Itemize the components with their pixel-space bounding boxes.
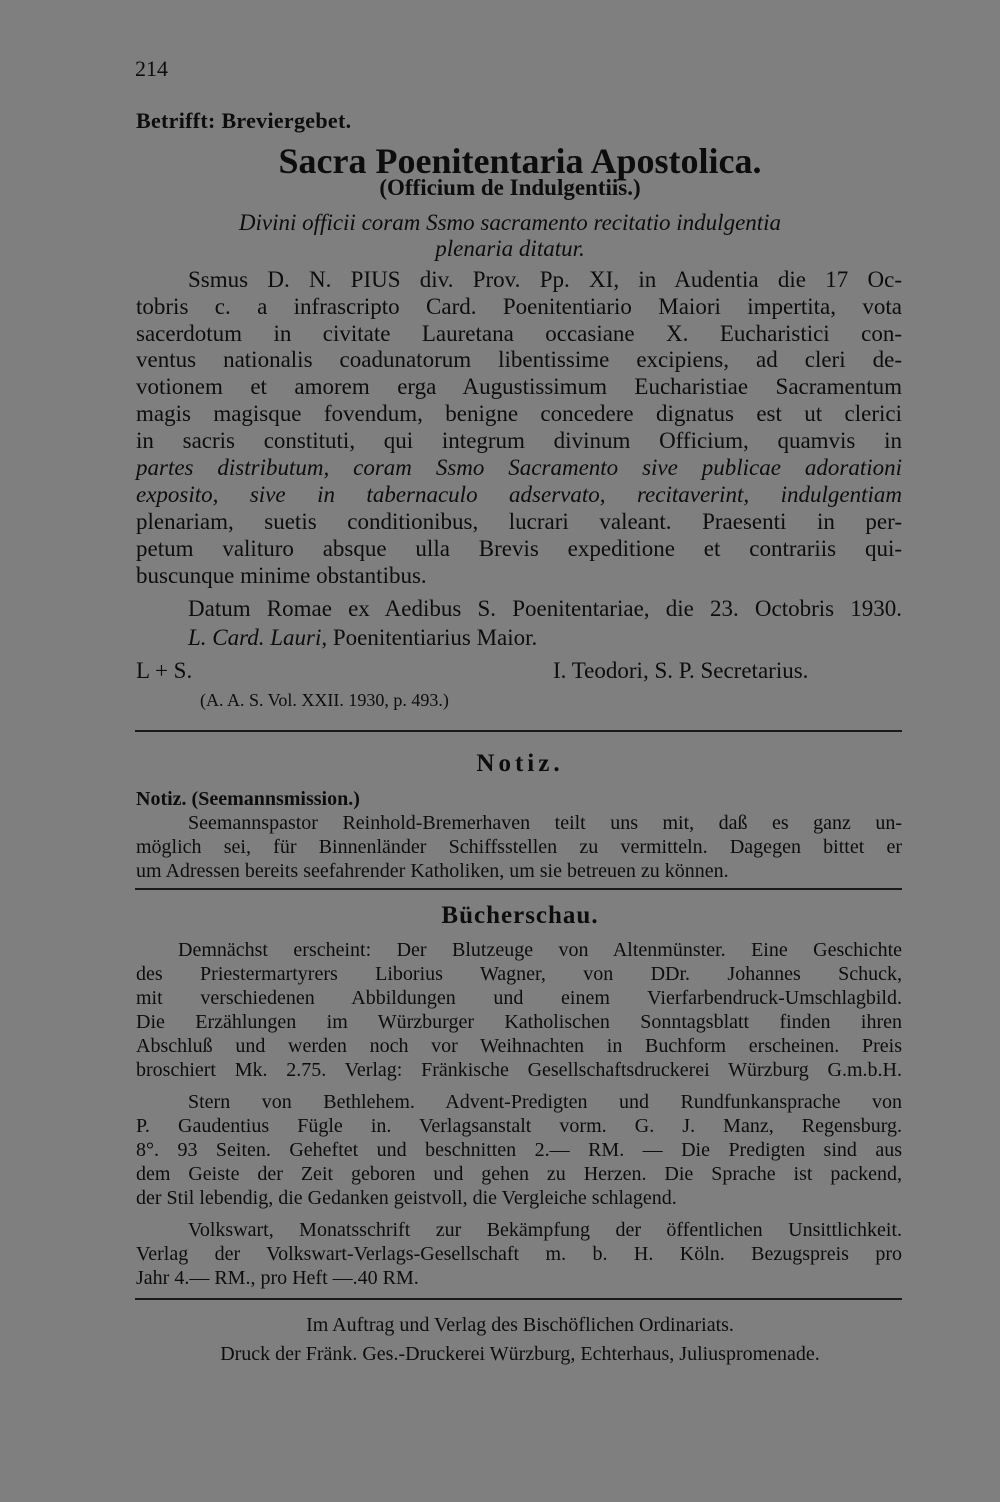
- signature-cardinal-row: [188, 624, 638, 651]
- citation: (A. A. S. Vol. XXII. 1930, p. 493.): [200, 690, 449, 710]
- notice-line: Seemannspastor Reinhold-Bremerhaven teilt uns mit, daß es ganz un-: [188, 812, 902, 834]
- footer-line: Im Auftrag und Verlag des Bischöflichen Ordinariats.: [306, 1314, 734, 1336]
- document-title: Sacra Poenitentaria Apostolica.: [278, 141, 762, 181]
- books-line: P. Gaudentius Fügle in. Verlagsanstalt vorm. G. J. Manz, Regensburg.: [136, 1115, 902, 1137]
- books-line: der Stil lebendig, die Gedanken geistvoll, die Vergleiche schlagend.: [136, 1187, 677, 1209]
- decree-line: sacerdotum in civitate Lauretana occasiane X. Eucharistici con-: [136, 321, 902, 346]
- books-line: Volkswart, Monatsschrift zur Bekämpfung der öffentlichen Unsittlichkeit.: [188, 1219, 902, 1241]
- notice-line: um Adressen bereits seefahrender Katholiken, um sie betreuen zu können.: [136, 860, 729, 882]
- signature-cardinal: L. Card. Lauri,: [188, 625, 328, 650]
- notice-line: Notiz. (Seemannsmission.): [136, 788, 360, 810]
- date-line: Datum Romae ex Aedibus S. Poenitentariae, die 23. Octobris 1930.: [188, 596, 902, 621]
- decree-line: partes distributum, coram Ssmo Sacramento sive publicae adorationi: [136, 455, 902, 480]
- books-line: Jahr 4.— RM., pro Heft —.40 RM.: [136, 1267, 419, 1289]
- books-line: Die Erzählungen im Würzburger Katholischen Sonntagsblatt finden ihren: [136, 1011, 902, 1033]
- decree-line: plenariam, suetis conditionibus, lucrari valeant. Praesenti in per-: [136, 509, 902, 534]
- section-divider: [135, 1298, 902, 1300]
- books-line: dem Geiste der Zeit geboren und gehen zu Herzen. Die Sprache ist packend,: [136, 1163, 902, 1185]
- footer-line: Druck der Fränk. Ges.-Druckerei Würzburg, Echterhaus, Juliuspromenade.: [220, 1343, 820, 1365]
- decree-line: Ssmus D. N. PIUS div. Prov. Pp. XI, in Audentia die 17 Oc-: [188, 267, 902, 292]
- books-line: Stern von Bethlehem. Advent-Predigten und Rundfunkansprache von: [188, 1091, 902, 1113]
- decree-line: buscunque minime obstantibus.: [136, 563, 427, 588]
- decree-line: magis magisque fovendum, benigne concedere dignatus est ut clerici: [136, 401, 902, 426]
- notice-heading: Notiz.: [476, 750, 564, 777]
- decree-line: in sacris constituti, qui integrum divinum Officium, quamvis in: [136, 428, 902, 453]
- books-line: mit verschiedenen Abbildungen und einem Vierfarbendruck-Umschlagbild.: [136, 987, 902, 1009]
- decree-line: votionem et amorem erga Augustissimum Eucharistiae Sacramentum: [136, 374, 902, 399]
- decree-line: petum valituro absque ulla Brevis expeditione et contrariis qui-: [136, 536, 902, 561]
- books-line: 8°. 93 Seiten. Geheftet und beschnitten 2.— RM. — Die Predigten sind aus: [136, 1139, 902, 1161]
- subject-line: Betrifft: Breviergebet.: [136, 108, 352, 133]
- books-line: des Priestermartyrers Liborius Wagner, von DDr. Johannes Schuck,: [136, 963, 902, 985]
- seal: L + S.: [136, 658, 193, 683]
- page-number: 214: [135, 56, 168, 81]
- decree-line: ventus nationalis coadunatorum libentissime excipiens, ad cleri de-: [136, 347, 902, 372]
- notice-line: möglich sei, für Binnenländer Schiffsstellen zu vermitteln. Dagegen bittet er: [136, 836, 902, 858]
- document-subtitle: (Officium de Indulgentiis.): [379, 175, 641, 200]
- section-divider: [135, 730, 902, 732]
- section-divider: [135, 888, 902, 890]
- books-line: Demnächst erscheint: Der Blutzeuge von Altenmünster. Eine Geschichte: [178, 939, 902, 961]
- books-line: Verlag der Volkswart-Verlags-Gesellschaft m. b. H. Köln. Bezugspreis pro: [136, 1243, 902, 1265]
- books-heading: Bücherschau.: [441, 902, 599, 929]
- summary-line: Divini officii coram Ssmo sacramento recitatio indulgentia: [238, 210, 782, 235]
- signature-cardinal-title: Poenitentiarius Maior.: [332, 625, 538, 650]
- secretary: I. Teodori, S. P. Secretarius.: [553, 658, 809, 683]
- summary-line: plenaria ditatur.: [435, 236, 585, 261]
- books-line: broschiert Mk. 2.75. Verlag: Fränkische Gesellschaftsdruckerei Würzburg G.m.b.H.: [136, 1059, 902, 1081]
- decree-line: exposito, sive in tabernaculo adservato, recitaverint, indulgentiam: [136, 482, 902, 507]
- books-line: Abschluß und werden noch vor Weihnachten in Buchform erscheinen. Preis: [136, 1035, 902, 1057]
- decree-line: tobris c. a infrascripto Card. Poenitentiario Maiori impertita, vota: [136, 294, 902, 319]
